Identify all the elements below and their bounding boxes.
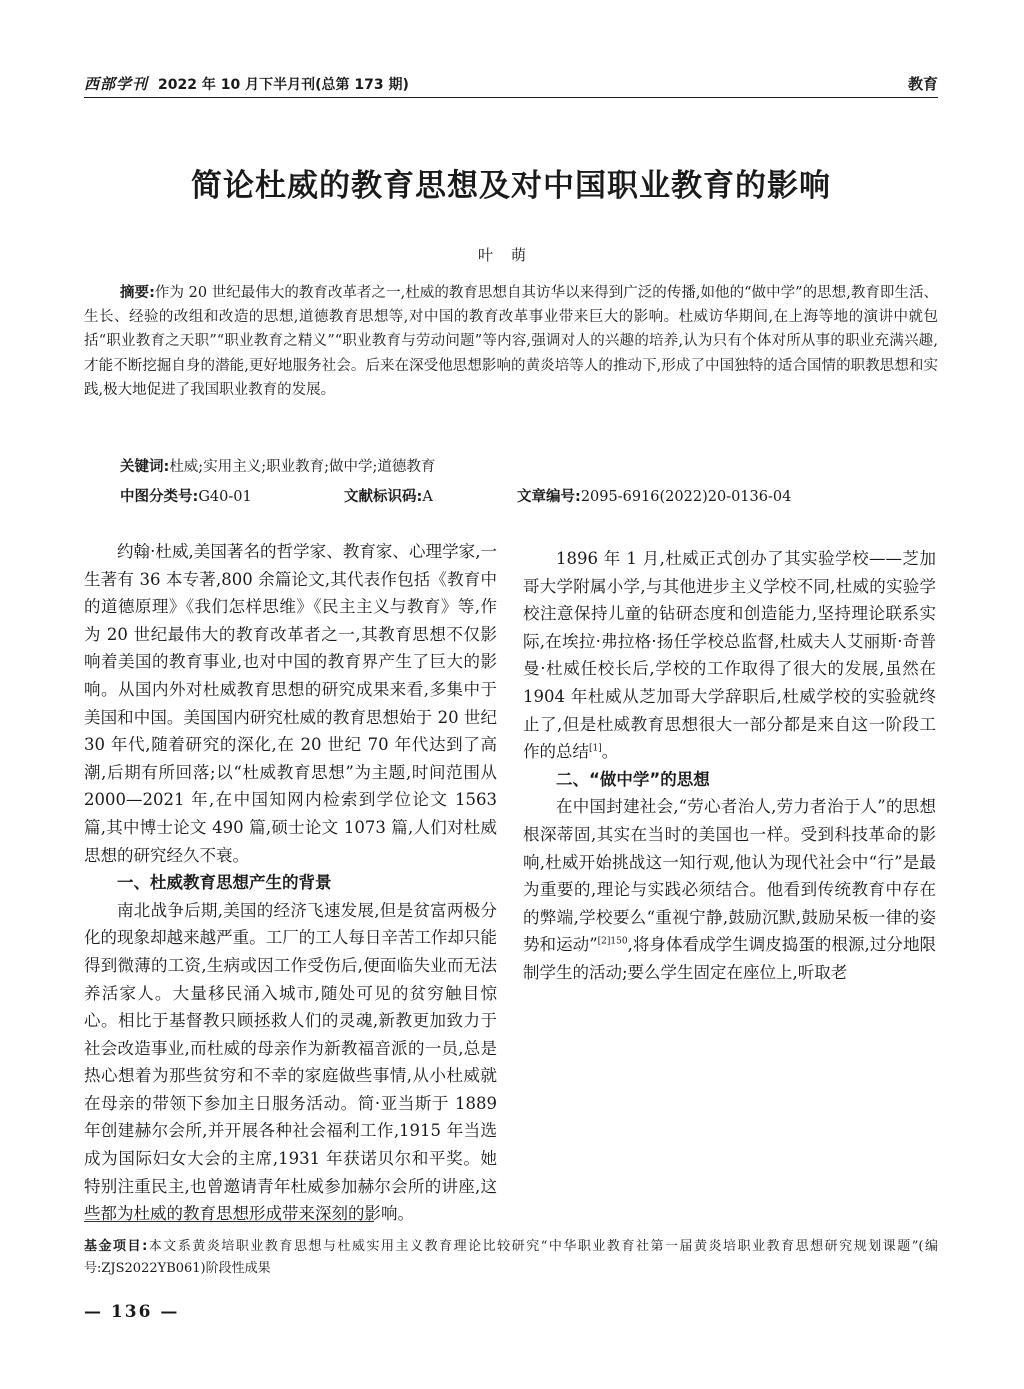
body-column-left xyxy=(84,538,497,1228)
section-heading-1: 一、杜威教育思想产生的背景 xyxy=(117,873,332,893)
article-title: 简论杜威的教育思想及对中国职业教育的影响 xyxy=(191,168,831,204)
paragraph-lab-school-text: 1896 年 1 月,杜威正式创办了其实验学校——芝加哥大学附属小学,与其他进步主义学校不同,杜威的实验学校注意保持儿童的钻研态度和创造能力,坚持理论联系实际,在埃拉·弗拉格·扬任学校总监督,杜威夫人艾丽斯·奇普曼·杜威任校长后,学校的工作取得了很大的发展,虽然在 1904 年杜威从芝加哥大学辞职后,杜威学校的实验就终止了,但是杜威教育思想很大一部分都是来自这一阶段工作的总结 xyxy=(523,549,936,762)
doc-value: A xyxy=(422,489,433,505)
document-code xyxy=(344,485,433,509)
citation-ref-1: [1] xyxy=(589,743,602,754)
abstract xyxy=(84,281,938,402)
journal-name: 西部学刊 xyxy=(84,75,149,93)
paragraph-lab-school-end: 。 xyxy=(601,742,619,762)
paragraph-intro: 约翰·杜威,美国著名的哲学家、教育家、心理学家,一生著有 36 本专著,800 余篇论文,其代表作包括《教育中的道德原理》《我们怎样思维》《民主主义与教育》等,作为 20 世纪最伟大的教育改革者之一,其教育思想不仅影响着美国的教育事业,也对中国的教育界产生了巨大的影响。从国内外对杜威教育思想的研究成果来看,多集中于美国和中国。美国国内研究杜威的教育思想始于 20 世纪 30 年代,随着研究的深化,在 20 世纪 70 年代达到了高潮,后期有所回落;以“杜威教育思想”为主题,时间范围从 2000—2021 年,在中国知网内检索到学位论文 1563 篇,其中博士论文 490 篇,硕士论文 1073 篇,人们对杜威思想的研究经久不衰。 xyxy=(84,542,497,865)
footnote-divider xyxy=(84,1221,374,1222)
article-number xyxy=(517,485,791,509)
funding-text: 本文系黄炎培职业教育思想与杜威实用主义教育理论比较研究“中华职业教育社第一届黄炎培职业教育思想研究规划课题”(编号:ZJS2022YB061)阶段性成果 xyxy=(84,1239,938,1276)
keywords-text: 杜威;实用主义;职业教育;做中学;道德教育 xyxy=(169,459,436,475)
funding-footnote xyxy=(84,1236,938,1280)
clc-label: 中图分类号: xyxy=(120,489,199,505)
clc-number xyxy=(120,485,252,509)
section-name: 教育 xyxy=(907,75,938,93)
keywords-label: 关键词: xyxy=(120,459,170,475)
body-column-right xyxy=(523,538,936,987)
article-label: 文章编号: xyxy=(517,489,581,505)
citation-ref-2: [2]150 xyxy=(597,936,628,947)
article-value: 2095-6916(2022)20-0136-04 xyxy=(580,489,792,505)
paragraph-learning-by-doing xyxy=(523,793,936,986)
running-head xyxy=(84,71,938,98)
abstract-label: 摘要: xyxy=(120,285,155,301)
paragraph-learning-by-doing-end: ,将身体看成学生调皮捣蛋的根源,过分地限制学生的活动;要么学生固定在座位上,听取老 xyxy=(523,935,936,982)
paragraph-learning-by-doing-text: 在中国封建社会,“劳心者治人,劳力者治于人”的思想根深蒂固,其实在当时的美国也一样。受到科技革命的影响,杜威开始挑战这一知行观,他认为现代社会中“行”是最为重要的,理论与实践必须结合。他看到传统教育中存在的弊端,学校要么“重视宁静,鼓励沉默,鼓励呆板一律的姿势和运动” xyxy=(523,797,936,955)
funding-label: 基金项目: xyxy=(84,1239,148,1254)
page-number: — 136 — xyxy=(84,1302,180,1322)
abstract-text: 作为 20 世纪最伟大的教育改革者之一,杜威的教育思想自其访华以来得到广泛的传播,如他的“做中学”的思想,教育即生活、生长、经验的改组和改造的思想,道德教育思想等,对中国的教育改革事业带来巨大的影响。杜威访华期间,在上海等地的演讲中就包括“职业教育之天职”“职业教育之精义”“职业教育与劳动问题”等内容,强调对人的兴趣的培养,认为只有个体对所从事的职业充满兴趣,才能不断挖掘自身的潜能,更好地服务社会。后来在深受他思想影响的黄炎培等人的推动下,形成了中国独特的适合国情的职教思想和实践,极大地促进了我国职业教育的发展。 xyxy=(84,285,938,398)
keywords xyxy=(120,455,938,479)
paragraph-lab-school xyxy=(523,545,936,766)
doc-label: 文献标识码: xyxy=(344,489,423,505)
paragraph-background: 南北战争后期,美国的经济飞速发展,但是贫富两极分化的现象却越来越严重。工厂的工人每日辛苦工作却只能得到微薄的工资,生病或因工作受伤后,便面临失业而无法养活家人。大量移民涌入城市,随处可见的贫穷触目惊心。相比于基督教只顾拯救人们的灵魂,新教更加致力于社会改造事业,而杜威的母亲作为新教福音派的一员,总是热心想着为那些贫穷和不幸的家庭做些事情,从小杜威就在母亲的带领下参加主日服务活动。简·亚当斯于 1889 年创建赫尔会所,并开展各种社会福利工作,1915 年当选成为国际妇女大会的主席,1931 年获诺贝尔和平奖。她特别注重民主,也曾邀请青年杜威参加赫尔会所的讲座,这些都为杜威的教育思想形成带来深刻的影响。 xyxy=(84,900,497,1224)
issue-info: 2022 年 10 月下半月刊(总第 173 期) xyxy=(158,77,409,93)
article-meta xyxy=(120,485,938,509)
author-name: 叶萌 xyxy=(477,246,544,264)
clc-value: G40-01 xyxy=(198,489,252,505)
section-heading-2: 二、“做中学”的思想 xyxy=(556,769,710,789)
